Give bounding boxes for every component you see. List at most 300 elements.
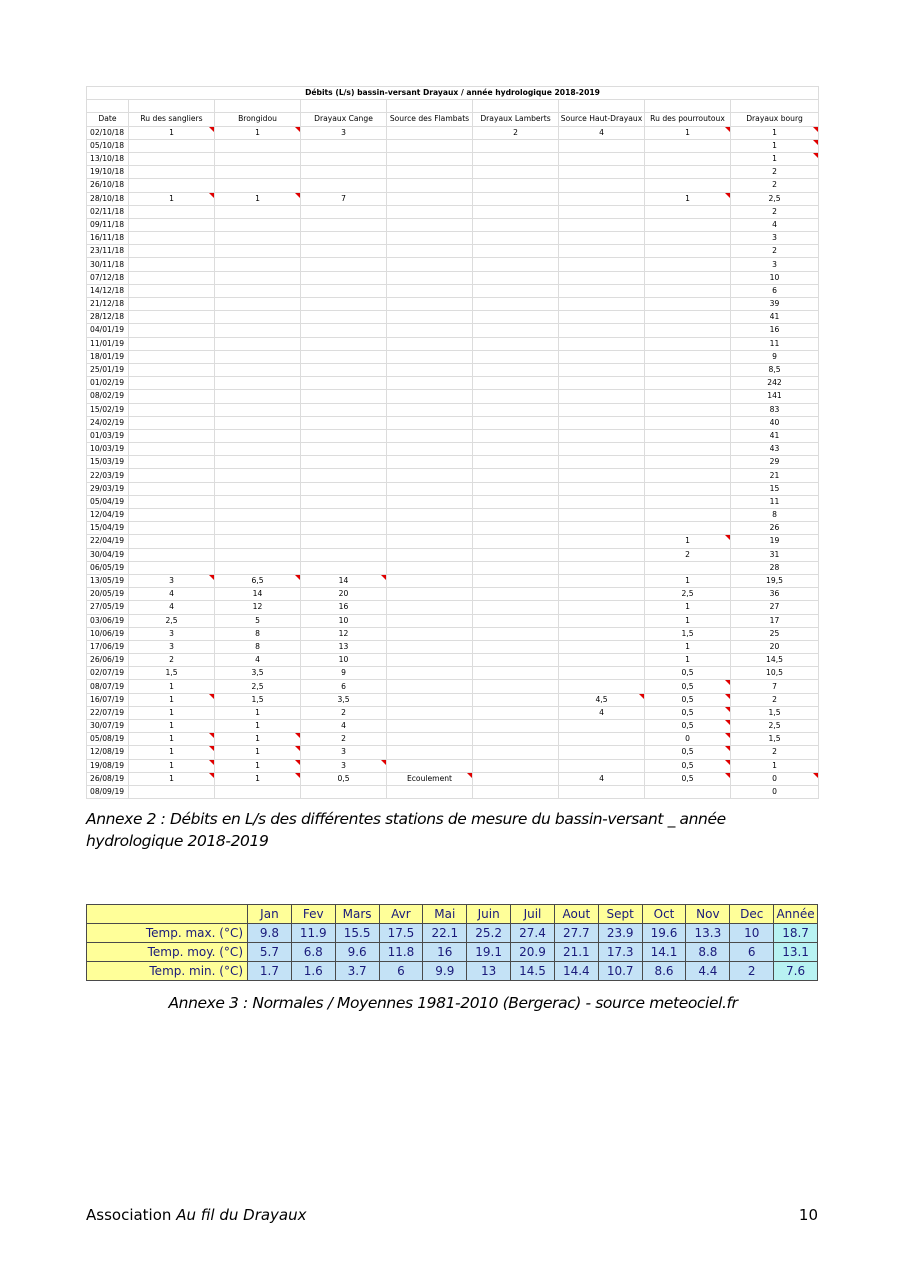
flow-value-cell: [387, 706, 473, 719]
flow-value-cell: [645, 258, 731, 271]
flow-row: [87, 482, 819, 495]
climate-value: 14.4: [554, 962, 598, 981]
climate-corner-cell: [87, 905, 248, 924]
flow-spacer-cell: [301, 100, 387, 113]
flow-value-cell: [387, 601, 473, 614]
flow-value-cell: [301, 298, 387, 311]
flow-value-cell: [387, 588, 473, 601]
flow-value-cell: [645, 522, 731, 535]
flow-value-cell: [645, 785, 731, 798]
climate-value: 5.7: [248, 943, 292, 962]
flow-value-cell: [215, 324, 301, 337]
climate-value: 1.7: [248, 962, 292, 981]
climate-value: 9.8: [248, 924, 292, 943]
flow-date-cell: 19/10/18: [87, 166, 129, 179]
flow-value-cell: [301, 390, 387, 403]
flow-value-cell: [215, 363, 301, 376]
flow-value-cell: [559, 614, 645, 627]
annexe-2-caption: Annexe 2 : Débits en L/s des différentes stations de mesure du bassin-versant _ année hydrologique 2018-2019: [86, 810, 726, 850]
climate-value: 3.7: [335, 962, 379, 981]
flow-value-cell: [387, 680, 473, 693]
flow-spacer-cell: [645, 100, 731, 113]
flow-row: [87, 377, 819, 390]
flow-value-cell: [215, 443, 301, 456]
flow-value-cell: 4: [731, 218, 819, 231]
flow-value-cell: 39: [731, 298, 819, 311]
climate-value: 4.4: [686, 962, 730, 981]
flow-value-cell: 0,5: [645, 720, 731, 733]
flow-value-cell: 1: [129, 680, 215, 693]
flow-value-cell: [387, 614, 473, 627]
flow-row: [87, 522, 819, 535]
flow-value-cell: 15: [731, 482, 819, 495]
flow-value-cell: 8: [215, 640, 301, 653]
flow-value-cell: 0: [731, 785, 819, 798]
flow-value-cell: [301, 139, 387, 152]
flow-value-cell: 7: [301, 192, 387, 205]
flow-value-cell: [559, 443, 645, 456]
flow-value-cell: 27: [731, 601, 819, 614]
climate-value: 9.9: [423, 962, 467, 981]
flow-value-cell: [387, 126, 473, 139]
flow-value-cell: [473, 772, 559, 785]
flow-value-cell: [387, 667, 473, 680]
flow-value-cell: [559, 416, 645, 429]
flow-value-cell: [129, 785, 215, 798]
flow-row: [87, 179, 819, 192]
flow-value-cell: 1: [215, 733, 301, 746]
climate-value: 23.9: [598, 924, 642, 943]
flow-value-cell: [215, 535, 301, 548]
flow-date-cell: 09/11/18: [87, 218, 129, 231]
flow-value-cell: [559, 548, 645, 561]
flow-row: [87, 311, 819, 324]
climate-value: 19.1: [467, 943, 511, 962]
flow-date-cell: 12/04/19: [87, 509, 129, 522]
flow-spacer-cell: [215, 100, 301, 113]
flow-date-cell: 05/10/18: [87, 139, 129, 152]
flow-value-cell: [301, 403, 387, 416]
flow-value-cell: [387, 785, 473, 798]
flow-value-cell: 1,5: [645, 627, 731, 640]
flow-value-cell: [129, 179, 215, 192]
flow-value-cell: 2: [301, 706, 387, 719]
flow-value-cell: [645, 495, 731, 508]
flow-value-cell: [215, 377, 301, 390]
flow-value-cell: 2,5: [215, 680, 301, 693]
flow-value-cell: 4,5: [559, 693, 645, 706]
flow-value-cell: [559, 192, 645, 205]
climate-month-header: Mai: [423, 905, 467, 924]
flow-value-cell: 7: [731, 680, 819, 693]
flow-value-cell: 11: [731, 337, 819, 350]
flow-value-cell: 1: [129, 693, 215, 706]
flow-value-cell: [387, 337, 473, 350]
flow-value-cell: 3,5: [215, 667, 301, 680]
climate-month-header: Juil: [511, 905, 555, 924]
flow-date-cell: 10/06/19: [87, 627, 129, 640]
flow-value-cell: 2,5: [129, 614, 215, 627]
flow-value-cell: 14,5: [731, 654, 819, 667]
flow-value-cell: [387, 640, 473, 653]
flow-date-cell: 04/01/19: [87, 324, 129, 337]
flow-value-cell: 1: [215, 126, 301, 139]
flow-value-cell: [559, 588, 645, 601]
flow-row: [87, 192, 819, 205]
flow-date-cell: 13/05/19: [87, 574, 129, 587]
flow-value-cell: [387, 746, 473, 759]
flow-spacer-cell: [387, 100, 473, 113]
flow-value-cell: 9: [731, 350, 819, 363]
flow-value-cell: 3: [129, 627, 215, 640]
flow-row: [87, 126, 819, 139]
flow-value-cell: [301, 495, 387, 508]
flow-value-cell: [301, 443, 387, 456]
flow-row: [87, 640, 819, 653]
flow-value-cell: [559, 759, 645, 772]
flow-value-cell: [215, 232, 301, 245]
flow-value-cell: 1,5: [215, 693, 301, 706]
flow-value-cell: [215, 785, 301, 798]
flow-value-cell: [215, 298, 301, 311]
flow-title-row: [87, 87, 819, 100]
flow-value-cell: [387, 166, 473, 179]
flow-value-cell: 141: [731, 390, 819, 403]
flow-value-cell: 1: [129, 772, 215, 785]
flow-value-cell: [645, 298, 731, 311]
climate-value: 8.6: [642, 962, 686, 981]
flow-spacer-cell: [87, 100, 129, 113]
flow-value-cell: [473, 324, 559, 337]
flow-value-cell: [129, 258, 215, 271]
climate-year-value: 13.1: [774, 943, 818, 962]
flow-value-cell: [129, 152, 215, 165]
flow-value-cell: 8,5: [731, 363, 819, 376]
flow-value-cell: [387, 324, 473, 337]
flow-value-cell: 4: [559, 706, 645, 719]
climate-month-header: Sept: [598, 905, 642, 924]
climate-value: 11.9: [291, 924, 335, 943]
flow-value-cell: [473, 640, 559, 653]
flow-value-cell: 1: [645, 126, 731, 139]
page-number: 10: [798, 1206, 818, 1224]
flow-value-cell: [215, 337, 301, 350]
flow-value-cell: [129, 311, 215, 324]
flow-value-cell: [215, 311, 301, 324]
flow-value-cell: 12: [215, 601, 301, 614]
flow-value-cell: 41: [731, 429, 819, 442]
flow-value-cell: [387, 363, 473, 376]
flow-value-cell: [559, 574, 645, 587]
flow-value-cell: [473, 627, 559, 640]
climate-value: 2: [730, 962, 774, 981]
flow-value-cell: [129, 271, 215, 284]
flow-value-cell: 14: [215, 588, 301, 601]
flow-value-cell: 4: [301, 720, 387, 733]
climate-year-value: 7.6: [774, 962, 818, 981]
climate-value: 9.6: [335, 943, 379, 962]
flow-value-cell: [559, 667, 645, 680]
flow-value-cell: [215, 350, 301, 363]
flow-column-header: Ru des sangliers: [129, 113, 215, 126]
flow-value-cell: 6: [301, 680, 387, 693]
flow-value-cell: 2: [731, 205, 819, 218]
climate-value: 6: [379, 962, 423, 981]
flow-value-cell: [559, 337, 645, 350]
flow-value-cell: 1: [129, 192, 215, 205]
flow-value-cell: [215, 218, 301, 231]
flow-value-cell: [387, 232, 473, 245]
climate-row-label: Temp. min. (°C): [87, 962, 248, 981]
flow-value-cell: [215, 509, 301, 522]
flow-value-cell: [473, 759, 559, 772]
flow-row: [87, 139, 819, 152]
flow-value-cell: [559, 271, 645, 284]
footer-association-prefix: Association: [86, 1206, 177, 1224]
flow-value-cell: 2,5: [731, 720, 819, 733]
flow-value-cell: [215, 429, 301, 442]
flow-value-cell: [301, 785, 387, 798]
flow-value-cell: [129, 561, 215, 574]
flow-value-cell: 3: [731, 258, 819, 271]
climate-value: 14.5: [511, 962, 555, 981]
climate-header-row: [87, 905, 818, 924]
flow-value-cell: [559, 179, 645, 192]
flow-value-cell: [215, 258, 301, 271]
flow-value-cell: [129, 139, 215, 152]
flow-value-cell: [473, 522, 559, 535]
flow-value-cell: [559, 258, 645, 271]
flow-value-cell: 41: [731, 311, 819, 324]
flow-value-cell: [301, 469, 387, 482]
flow-column-header: Ru des pourroutoux: [645, 113, 731, 126]
flow-value-cell: [645, 350, 731, 363]
flow-value-cell: [215, 245, 301, 258]
flow-value-cell: [645, 139, 731, 152]
flow-value-cell: 9: [301, 667, 387, 680]
flow-row: [87, 363, 819, 376]
flow-value-cell: [387, 416, 473, 429]
flow-value-cell: [387, 654, 473, 667]
flow-value-cell: [129, 377, 215, 390]
flow-row: [87, 298, 819, 311]
flow-value-cell: [387, 443, 473, 456]
flow-value-cell: 31: [731, 548, 819, 561]
climate-month-header: Année: [774, 905, 818, 924]
flow-value-cell: [559, 311, 645, 324]
flow-value-cell: 36: [731, 588, 819, 601]
flow-column-header: Drayaux bourg: [731, 113, 819, 126]
flow-spacer-cell: [559, 100, 645, 113]
flow-value-cell: [559, 363, 645, 376]
flow-value-cell: 2: [731, 166, 819, 179]
flow-value-cell: [473, 179, 559, 192]
flow-value-cell: [215, 482, 301, 495]
flow-row: [87, 509, 819, 522]
flow-header-row: [87, 113, 819, 126]
flow-value-cell: [129, 166, 215, 179]
climate-month-header: Oct: [642, 905, 686, 924]
flow-value-cell: [645, 363, 731, 376]
flow-date-cell: 22/03/19: [87, 469, 129, 482]
flow-value-cell: [301, 548, 387, 561]
flow-value-cell: 10: [301, 654, 387, 667]
flow-value-cell: [215, 390, 301, 403]
flow-value-cell: [473, 693, 559, 706]
flow-row: [87, 245, 819, 258]
flow-value-cell: 1: [215, 772, 301, 785]
flow-value-cell: [215, 284, 301, 297]
flow-date-cell: 16/11/18: [87, 232, 129, 245]
flow-value-cell: [645, 337, 731, 350]
flow-value-cell: 2,5: [645, 588, 731, 601]
flow-value-cell: 12: [301, 627, 387, 640]
flow-date-cell: 18/01/19: [87, 350, 129, 363]
flow-value-cell: [387, 561, 473, 574]
flow-value-cell: [645, 469, 731, 482]
flow-value-cell: [645, 179, 731, 192]
flow-value-cell: 17: [731, 614, 819, 627]
flow-value-cell: 20: [731, 640, 819, 653]
flow-value-cell: 16: [301, 601, 387, 614]
flow-value-cell: 3: [129, 640, 215, 653]
flow-value-cell: 21: [731, 469, 819, 482]
climate-value: 1.6: [291, 962, 335, 981]
flow-value-cell: 1: [731, 139, 819, 152]
climate-row-label: Temp. max. (°C): [87, 924, 248, 943]
flow-value-cell: 1: [215, 720, 301, 733]
flow-value-cell: [215, 139, 301, 152]
flow-value-cell: [387, 350, 473, 363]
flow-value-cell: [645, 205, 731, 218]
flow-value-cell: [387, 456, 473, 469]
flow-value-cell: 16: [731, 324, 819, 337]
flow-value-cell: [645, 561, 731, 574]
flow-value-cell: 1,5: [731, 733, 819, 746]
flow-value-cell: [473, 456, 559, 469]
flow-row: [87, 588, 819, 601]
flow-value-cell: [301, 324, 387, 337]
flow-value-cell: [215, 403, 301, 416]
flow-column-header: Date: [87, 113, 129, 126]
flow-value-cell: [129, 403, 215, 416]
flow-value-cell: [301, 416, 387, 429]
flow-row: [87, 456, 819, 469]
flow-value-cell: [473, 746, 559, 759]
flow-spacer-cell: [129, 100, 215, 113]
flow-value-cell: [129, 429, 215, 442]
flow-value-cell: [473, 654, 559, 667]
climate-value: 10: [730, 924, 774, 943]
flow-value-cell: [473, 443, 559, 456]
flow-value-cell: [473, 192, 559, 205]
flow-value-cell: [473, 166, 559, 179]
flow-date-cell: 26/06/19: [87, 654, 129, 667]
flow-value-cell: 1: [129, 706, 215, 719]
flow-value-cell: [129, 298, 215, 311]
flow-value-cell: [559, 324, 645, 337]
flow-value-cell: 2: [731, 693, 819, 706]
flow-row: [87, 548, 819, 561]
flow-value-cell: 0,5: [645, 667, 731, 680]
flow-value-cell: [645, 509, 731, 522]
flow-value-cell: [559, 720, 645, 733]
flow-date-cell: 19/08/19: [87, 759, 129, 772]
flow-value-cell: 1: [645, 535, 731, 548]
flow-date-cell: 03/06/19: [87, 614, 129, 627]
climate-value: 16: [423, 943, 467, 962]
flow-date-cell: 02/10/18: [87, 126, 129, 139]
flow-value-cell: [301, 350, 387, 363]
flow-value-cell: [301, 337, 387, 350]
flow-value-cell: 2: [731, 179, 819, 192]
flow-date-cell: 08/02/19: [87, 390, 129, 403]
climate-value: 15.5: [335, 924, 379, 943]
flow-value-cell: 20: [301, 588, 387, 601]
flow-value-cell: [129, 205, 215, 218]
flow-value-cell: [301, 258, 387, 271]
flow-value-cell: [387, 192, 473, 205]
flow-value-cell: [559, 298, 645, 311]
flow-column-header: Brongidou: [215, 113, 301, 126]
flow-value-cell: 10: [301, 614, 387, 627]
flow-value-cell: [387, 627, 473, 640]
flow-value-cell: [301, 456, 387, 469]
flow-value-cell: [129, 324, 215, 337]
flow-value-cell: [559, 522, 645, 535]
flow-value-cell: [387, 298, 473, 311]
flow-value-cell: [473, 706, 559, 719]
flow-value-cell: [129, 337, 215, 350]
flow-value-cell: [215, 495, 301, 508]
flow-value-cell: [473, 139, 559, 152]
flow-value-cell: 2,5: [731, 192, 819, 205]
flow-row: [87, 416, 819, 429]
flow-value-cell: [301, 284, 387, 297]
climate-month-header: Fev: [291, 905, 335, 924]
flow-value-cell: [559, 429, 645, 442]
flow-value-cell: [215, 456, 301, 469]
flow-value-cell: [387, 205, 473, 218]
flow-value-cell: 1: [129, 746, 215, 759]
flow-value-cell: [645, 166, 731, 179]
flow-date-cell: 05/04/19: [87, 495, 129, 508]
flow-value-cell: [129, 469, 215, 482]
flow-value-cell: [301, 561, 387, 574]
flow-table-title: Débits (L/s) bassin-versant Drayaux / année hydrologique 2018-2019: [87, 87, 819, 100]
flow-value-cell: 1: [731, 126, 819, 139]
flow-row: [87, 667, 819, 680]
flow-value-cell: [387, 733, 473, 746]
flow-value-cell: [645, 377, 731, 390]
flow-row: [87, 258, 819, 271]
flow-value-cell: 5: [215, 614, 301, 627]
flow-row: [87, 601, 819, 614]
flow-value-cell: 13: [301, 640, 387, 653]
flow-value-cell: 1: [129, 733, 215, 746]
flow-value-cell: 6: [731, 284, 819, 297]
flow-value-cell: 1: [129, 126, 215, 139]
flow-value-cell: [301, 245, 387, 258]
flow-value-cell: [559, 232, 645, 245]
flow-row: [87, 152, 819, 165]
flow-value-cell: [559, 495, 645, 508]
flow-row: [87, 350, 819, 363]
flow-value-cell: [387, 218, 473, 231]
flow-value-cell: 4: [215, 654, 301, 667]
flow-date-cell: 28/10/18: [87, 192, 129, 205]
flow-value-cell: [473, 495, 559, 508]
